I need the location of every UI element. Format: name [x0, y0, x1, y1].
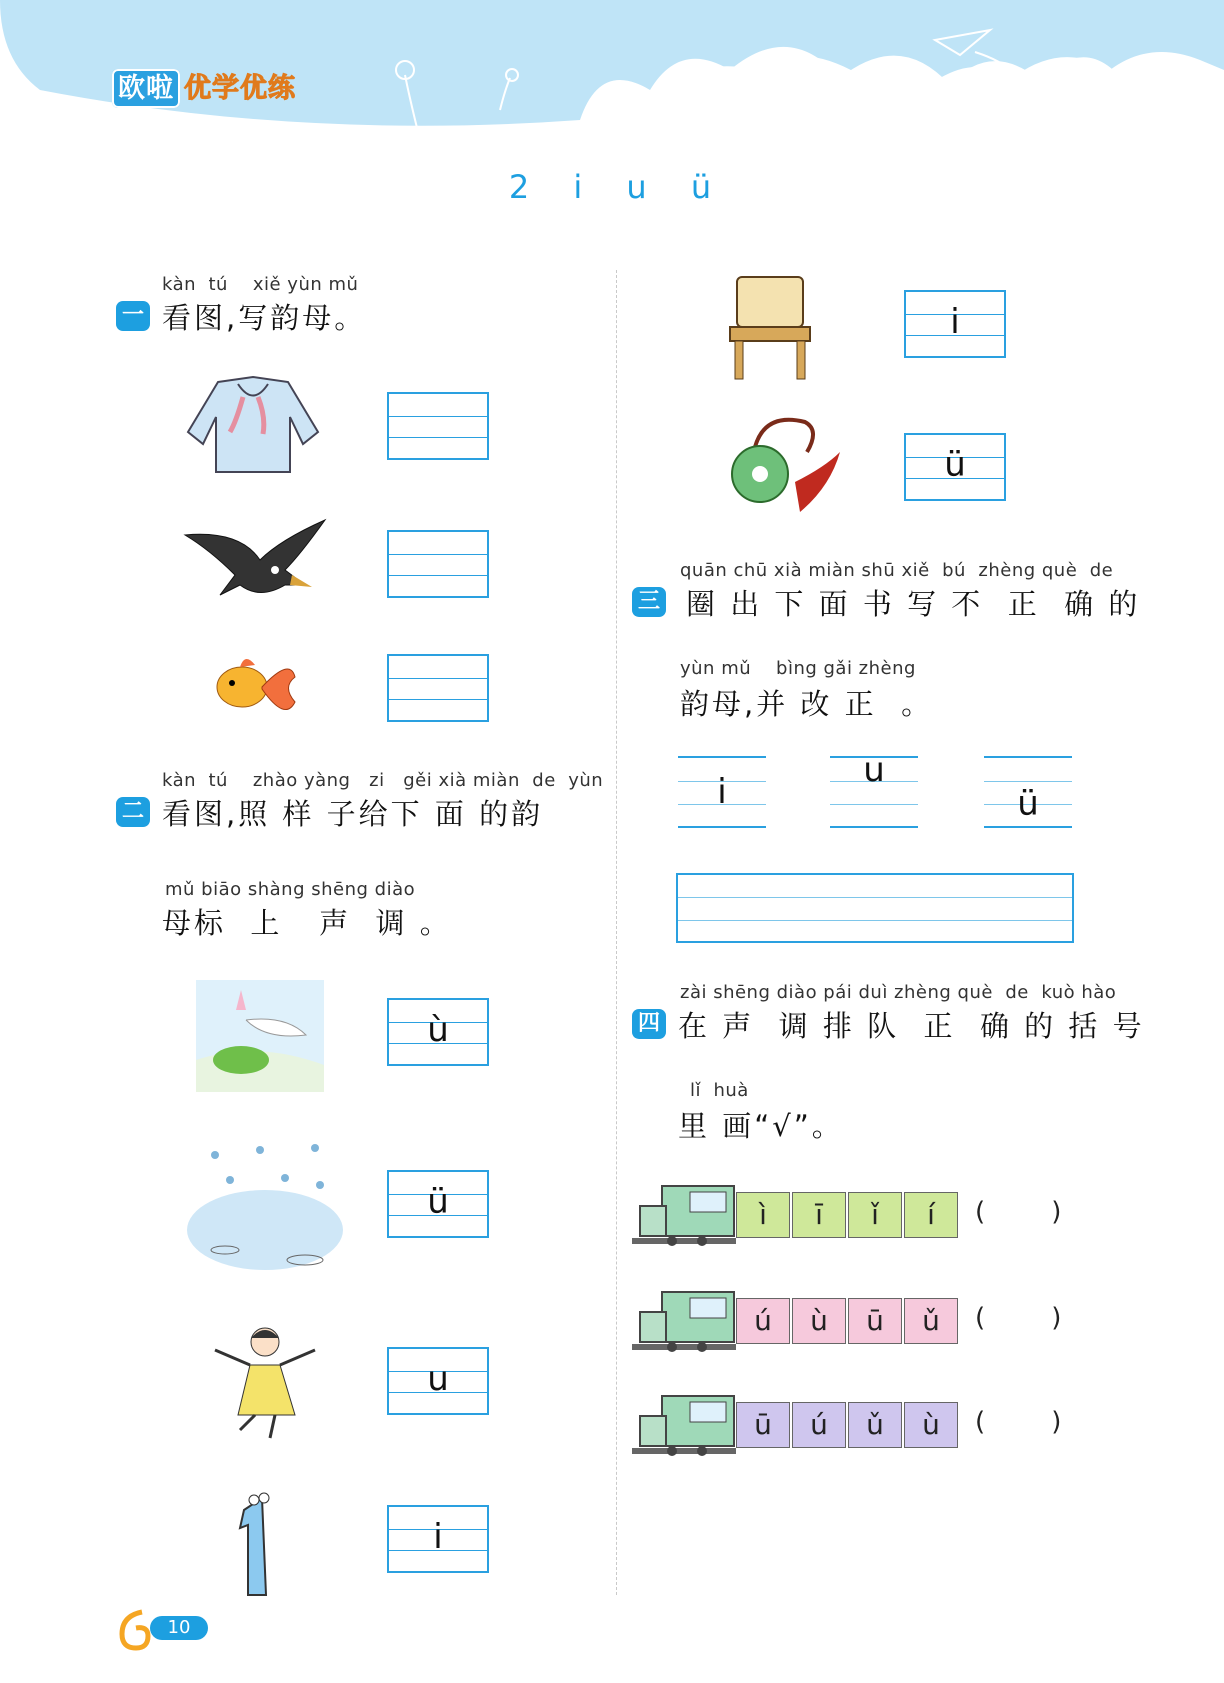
number-one-character-image: [232, 1490, 276, 1600]
train1-car-3: ǐ: [848, 1192, 902, 1238]
train1-car-2: ī: [792, 1192, 846, 1238]
train1-car-1: ì: [736, 1192, 790, 1238]
section4-pinyin: zài shēng diào pái duì zhèng què de kuò hào: [680, 982, 1117, 1003]
answer-box-rain[interactable]: [387, 1170, 489, 1238]
jade-pendant-image: [725, 412, 845, 522]
section2-pinyin: kàn tú zhào yàng zi gěi xià miàn de yùn: [162, 770, 604, 791]
chair-image: [725, 272, 815, 382]
train2-check-parens[interactable]: ( ): [975, 1303, 1062, 1333]
write-box-shirt[interactable]: [387, 392, 489, 460]
answer-box-girl[interactable]: [387, 1347, 489, 1415]
train-row-2: [632, 1284, 962, 1354]
brand-logo-part-b: 优学优练: [184, 73, 296, 104]
answer-pond: ù: [427, 1010, 449, 1050]
answer-box-chair[interactable]: [904, 290, 1006, 358]
section2-instruction: 看图,照 样 子给下 面 的韵: [162, 797, 544, 831]
section3-badge: 三: [632, 587, 666, 617]
section3-instruction: 圈 出 下 面 书 写 不 正 确 的: [686, 587, 1141, 621]
letter-u-umlaut: ü: [1017, 784, 1039, 824]
letter-lines-2[interactable]: [830, 750, 918, 828]
section1-instruction: 看图,写韵母。: [162, 301, 367, 335]
section4-badge: 四: [632, 1009, 666, 1039]
train-row-3: [632, 1388, 962, 1458]
letter-lines-3[interactable]: [984, 756, 1072, 828]
train3-car-2: ú: [792, 1402, 846, 1448]
train2-car-1: ú: [736, 1298, 790, 1344]
answer-chair: i: [950, 302, 960, 342]
train-row-1: [632, 1178, 962, 1248]
goldfish-image: [210, 647, 300, 727]
section2-instruction-line2: 母标 上 声 调 。: [162, 906, 452, 940]
lesson-title: 2 i u ü: [508, 168, 716, 206]
train3-car-1: ū: [736, 1402, 790, 1448]
section4-instruction: 在 声 调 排 队 正 确 的 括 号: [678, 1009, 1145, 1043]
section1-badge: 一: [116, 301, 150, 331]
train2-car-3: ū: [848, 1298, 902, 1344]
locomotive-icon: [632, 1178, 738, 1248]
section2-badge: 二: [116, 797, 150, 827]
page-number-swirl-icon: [114, 1608, 154, 1652]
section3-instruction-line2: 韵母,并 改 正 。: [680, 687, 934, 721]
correction-writing-box[interactable]: [676, 873, 1074, 943]
train1-car-4: í: [904, 1192, 958, 1238]
write-box-goldfish[interactable]: [387, 654, 489, 722]
locomotive-icon: [632, 1284, 738, 1354]
dancing-girl-image: [210, 1320, 320, 1440]
brand-logo-part-a: 欧啦: [112, 69, 180, 108]
section3-pinyin-line2: yùn mǔ bìng gǎi zhèng: [680, 658, 916, 679]
answer-box-pendant[interactable]: [904, 433, 1006, 501]
answer-one: i: [433, 1517, 443, 1557]
letter-i: i: [717, 772, 727, 812]
letter-u: u: [863, 750, 885, 790]
answer-rain: ü: [427, 1182, 449, 1222]
answer-girl: u: [427, 1359, 449, 1399]
shirt-image: [178, 372, 328, 482]
section1-pinyin: kàn tú xiě yùn mǔ: [162, 274, 359, 295]
train1-check-parens[interactable]: ( ): [975, 1197, 1062, 1227]
letter-lines-1[interactable]: [678, 756, 766, 828]
brand-logo: [112, 66, 296, 105]
write-box-crow[interactable]: [387, 530, 489, 598]
column-divider: [616, 270, 617, 1595]
answer-box-one[interactable]: [387, 1505, 489, 1573]
section3-pinyin: quān chū xià miàn shū xiě bú zhèng què de: [680, 560, 1114, 581]
crow-image: [180, 515, 330, 605]
train2-car-2: ù: [792, 1298, 846, 1344]
page-number: 10: [150, 1616, 208, 1640]
train2-car-4: ǔ: [904, 1298, 958, 1344]
answer-box-pond[interactable]: [387, 998, 489, 1066]
section2-pinyin-line2: mǔ biāo shàng shēng diào: [165, 879, 416, 900]
locomotive-icon: [632, 1388, 738, 1458]
section4-instruction-line2: 里 画“√”。: [678, 1109, 844, 1143]
rain-puddle-image: [185, 1140, 345, 1275]
train3-car-3: ǔ: [848, 1402, 902, 1448]
train3-check-parens[interactable]: ( ): [975, 1407, 1062, 1437]
answer-pendant: ü: [944, 445, 966, 485]
section4-pinyin-line2: lǐ huà: [690, 1080, 749, 1101]
pond-lotus-image: [196, 980, 324, 1092]
train3-car-4: ù: [904, 1402, 958, 1448]
